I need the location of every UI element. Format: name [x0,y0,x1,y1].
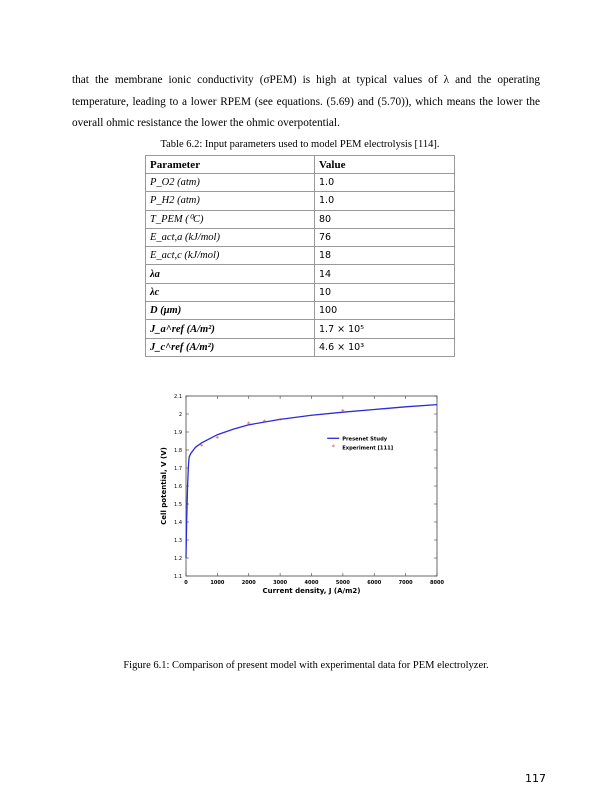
x-tick-label: 5000 [335,580,350,586]
table-row [146,228,455,246]
value-cell: 18 [315,247,455,265]
y-tick-label: 1.1 [174,574,182,580]
x-tick-label: 1000 [210,580,225,586]
param-cell: E_act,c (kJ/mol) [146,247,315,265]
y-axis-label: Cell potential, V (V) [160,447,168,525]
y-tick-label: 1.3 [174,538,182,544]
y-tick-label: 2.1 [174,394,182,400]
table-row [146,283,455,301]
x-tick-label: 7000 [398,580,413,586]
x-tick-label: 0 [184,580,188,586]
header-parameter: Parameter [146,156,315,174]
y-tick-label: 1.7 [174,466,182,472]
parameters-table [145,155,455,357]
param-cell: J_a^ref (A/m²) [146,320,315,338]
y-tick-label: 1.9 [174,430,182,436]
x-tick-label: 6000 [367,580,382,586]
x-tick-label: 8000 [430,580,444,586]
experiment-point: * [247,420,251,429]
value-cell: 100 [315,302,455,320]
x-tick-label: 2000 [241,580,256,586]
table-caption: Table 6.2: Input parameters used to model PEM electrolysis [114]. [160,139,440,150]
table-row [146,265,455,283]
x-tick-label: 4000 [304,580,319,586]
value-cell: 10 [315,283,455,301]
x-axis-label: Current density, J (A/m2) [262,587,361,595]
page-number: 117 [525,772,546,785]
y-tick-label: 2 [178,412,182,418]
figure-caption: Figure 6.1: Comparison of present model with experimental data for PEM electrolyzer. [123,660,489,671]
y-tick-label: 1.8 [174,448,182,454]
value-cell: 1.0 [315,174,455,192]
param-cell: λa [146,265,315,283]
y-tick-label: 1.5 [174,502,182,508]
table-row [146,302,455,320]
experiment-point: * [278,416,282,425]
experiment-point: * [262,418,267,427]
y-tick-label: 1.2 [174,556,182,562]
param-cell: P_H2 (atm) [146,192,315,210]
experiment-point: * [199,442,204,451]
value-cell: 4.6 × 10³ [315,338,455,356]
value-cell: 1.7 × 10⁵ [315,320,455,338]
value-cell: 80 [315,210,455,228]
param-cell: D (μm) [146,302,315,320]
table-row [146,247,455,265]
experiment-point: * [341,407,345,416]
value-cell: 1.0 [315,192,455,210]
param-cell: P_O2 (atm) [146,174,315,192]
table-header-row [146,156,455,174]
param-cell: E_act,a (kJ/mol) [146,228,315,246]
header-value: Value [315,156,455,174]
experiment-point: * [215,434,220,443]
legend-marker-swatch: * [331,443,335,452]
y-tick-label: 1.4 [174,520,182,526]
cell-potential-chart [150,388,460,603]
table-row [146,210,455,228]
value-cell: 76 [315,228,455,246]
table-row [146,192,455,210]
plot-area [186,396,437,576]
param-cell: T_PEM (⁰C) [146,210,315,228]
y-tick-label: 1.6 [174,484,182,490]
legend-label-experiment: Experiment [111] [342,445,394,452]
body-paragraph [72,70,540,135]
value-cell: 14 [315,265,455,283]
table-row [146,174,455,192]
table-row [146,338,455,356]
param-cell: λc [146,283,315,301]
param-cell: J_c^ref (A/m²) [146,338,315,356]
paragraph-text: that the membrane ionic conductivity (σPEM) is high at typical values of λ and the operating temperature, leading to a lower RPEM (see equations. (5.69) and (5.70)), which means the lower the overall ohmic resistance the lower the ohmic overpotential. [72,74,540,129]
legend-label-present: Presenet Study [342,436,388,443]
x-tick-label: 3000 [273,580,288,586]
table-row [146,320,455,338]
